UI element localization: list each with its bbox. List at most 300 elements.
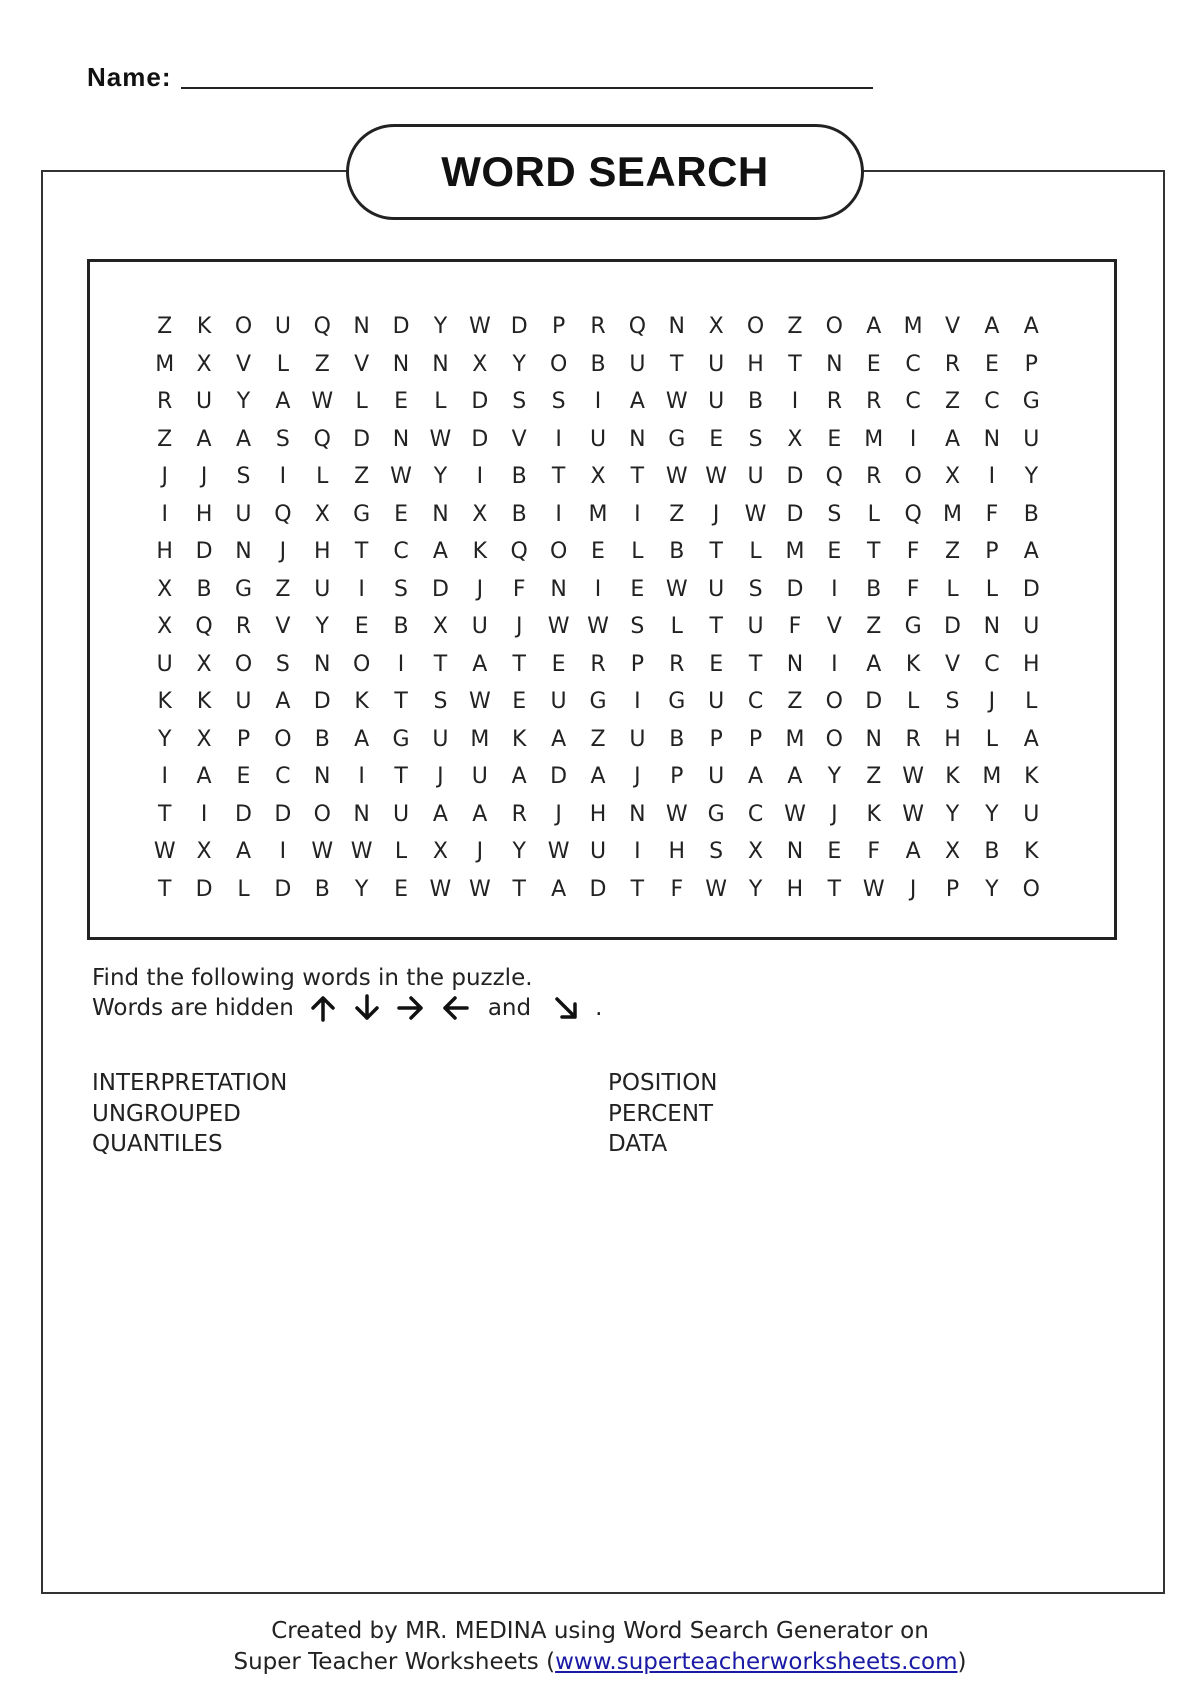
word-list-item: INTERPRETATION [92, 1070, 288, 1096]
grid-letter: A [275, 389, 291, 414]
grid-letter: F [788, 614, 802, 639]
grid-letter: L [434, 389, 447, 414]
grid-letter: U [196, 389, 213, 414]
grid-letter: T [354, 539, 369, 564]
grid-letter: T [512, 651, 526, 677]
grid-letter: E [591, 539, 605, 564]
grid-letter: W [311, 389, 334, 414]
grid-letter: X [748, 839, 764, 864]
grid-letter: Z [157, 314, 173, 339]
grid-letter: E [630, 576, 645, 602]
grid-letter: A [196, 764, 212, 789]
grid-letter: S [630, 614, 645, 639]
grid-letter: O [549, 539, 568, 564]
grid-letter: I [909, 426, 917, 452]
grid-letter: I [594, 576, 602, 602]
grid-letter: D [550, 764, 568, 789]
grid-letter: T [157, 876, 172, 902]
grid-letter: X [708, 314, 724, 339]
footer-line-2-prefix: Super Teacher Worksheets ( [233, 1649, 556, 1675]
grid-letter: N [353, 801, 370, 827]
grid-letter: T [709, 614, 723, 639]
grid-letter: A [551, 876, 567, 902]
grid-letter: R [866, 464, 882, 489]
grid-letter: I [358, 764, 365, 789]
grid-letter: N [353, 314, 370, 339]
grid-letter: A [472, 651, 488, 677]
grid-letter: Z [787, 314, 803, 339]
grid-letter: W [547, 839, 570, 864]
grid-letter: V [511, 426, 527, 452]
grid-letter: U [432, 726, 449, 752]
grid-letter: H [1023, 651, 1040, 677]
grid-letter: B [196, 576, 212, 602]
grid-letter: J [909, 876, 917, 902]
grid-letter: W [390, 464, 412, 489]
grid-letter: K [866, 801, 881, 827]
grid-letter: W [547, 614, 570, 639]
grid-letter: I [161, 501, 168, 527]
grid-letter: X [472, 351, 488, 377]
arrow-down-icon [352, 993, 382, 1023]
grid-letter: U [708, 351, 725, 377]
grid-letter: M [470, 726, 490, 752]
grid-letter: G [234, 576, 252, 602]
grid-letter: N [550, 576, 567, 602]
word-list-item: QUANTILES [92, 1131, 223, 1157]
grid-letter: G [353, 501, 371, 527]
grid-letter: C [984, 651, 1000, 677]
grid-letter: Y [985, 801, 999, 827]
grid-letter: T [748, 651, 763, 677]
grid-letter: U [235, 689, 252, 714]
grid-letter: D [235, 801, 252, 827]
grid-letter: C [747, 689, 764, 714]
grid-letter: H [313, 539, 331, 564]
grid-letter: B [748, 389, 764, 414]
grid-letter: Y [433, 464, 448, 489]
grid-letter: Z [157, 426, 173, 452]
arrow-right-icon [396, 993, 426, 1023]
grid-letter: Y [827, 764, 842, 789]
grid-letter: A [787, 764, 803, 789]
grid-letter: S [512, 389, 527, 414]
grid-letter: I [476, 464, 484, 489]
grid-letter: C [275, 764, 291, 789]
grid-letter: P [670, 764, 684, 789]
grid-letter: U [1023, 614, 1040, 639]
grid-letter: X [196, 839, 212, 864]
grid-letter: J [161, 464, 168, 489]
grid-letter: W [468, 689, 491, 714]
grid-letter: U [314, 576, 331, 602]
grid-letter: W [902, 764, 924, 789]
grid-letter: M [982, 764, 1002, 789]
grid-letter: B [314, 726, 330, 752]
grid-letter: N [826, 351, 843, 377]
grid-letter: L [631, 539, 644, 564]
grid-letter: X [432, 839, 448, 864]
grid-letter: T [827, 876, 842, 902]
grid-letter: I [634, 839, 641, 864]
grid-letter: R [826, 389, 842, 414]
grid-letter: G [707, 801, 725, 827]
grid-letter: Z [669, 501, 685, 527]
grid-letter: O [313, 801, 331, 827]
grid-letter: Z [866, 614, 882, 639]
grid-letter: T [709, 539, 723, 564]
grid-letter: L [867, 501, 880, 527]
grid-letter: J [279, 539, 287, 564]
grid-letter: Z [354, 464, 370, 489]
grid-letter: J [437, 764, 444, 789]
grid-letter: N [786, 651, 804, 677]
grid-letter: U [392, 801, 410, 827]
word-list-item: PERCENT [608, 1100, 714, 1127]
grid-letter: X [196, 726, 212, 752]
grid-letter: I [791, 389, 799, 414]
grid-letter: A [196, 426, 212, 452]
grid-letter: C [393, 539, 409, 564]
grid-letter: W [429, 426, 452, 452]
grid-letter: Z [944, 539, 961, 564]
grid-letter: S [433, 689, 448, 714]
grid-letter: A [866, 651, 882, 677]
grid-letter: J [515, 614, 523, 639]
grid-letter: S [236, 464, 251, 489]
grid-letter: J [476, 839, 484, 864]
grid-letter: U [471, 614, 488, 639]
grid-letter: P [985, 539, 999, 564]
grid-letter: K [196, 314, 212, 339]
arrow-left-icon [440, 993, 470, 1023]
grid-letter: U [589, 839, 607, 864]
grid-letter: O [825, 689, 843, 714]
grid-letter: B [984, 839, 1000, 864]
grid-letter: N [314, 764, 331, 789]
grid-letter: L [237, 876, 250, 902]
grid-letter: I [634, 501, 641, 527]
grid-letter: Z [590, 726, 606, 752]
grid-letter: H [944, 726, 961, 752]
grid-letter: V [944, 651, 961, 677]
grid-letter: J [634, 764, 641, 789]
grid-letter: O [825, 726, 843, 752]
grid-letter: E [827, 426, 842, 452]
grid-letter: N [786, 839, 804, 864]
grid-letter: T [157, 801, 172, 827]
grid-letter: A [511, 764, 527, 789]
grid-letter: E [354, 614, 369, 639]
grid-letter: R [235, 614, 252, 639]
grid-letter: N [629, 426, 646, 452]
grid-letter: E [827, 839, 842, 864]
grid-letter: H [156, 539, 173, 564]
grid-letter: X [472, 501, 488, 527]
grid-letter: Q [313, 314, 331, 339]
grid-letter: K [945, 764, 960, 789]
grid-letter: U [629, 351, 646, 377]
grid-letter: S [709, 839, 724, 864]
grid-letter: E [709, 651, 724, 677]
grid-letter: T [630, 464, 645, 489]
grid-letter: R [669, 651, 685, 677]
grid-letter: U [747, 464, 764, 489]
grid-letter: N [983, 614, 1001, 639]
grid-letter: F [906, 539, 920, 564]
grid-letter: A [354, 726, 370, 752]
grid-letter: W [153, 839, 176, 864]
grid-letter: E [551, 651, 566, 677]
grid-letter: Z [314, 351, 330, 377]
grid-letter: Z [275, 576, 291, 602]
grid-letter: A [275, 689, 291, 714]
grid-letter: Y [512, 351, 526, 377]
grid-letter: I [161, 764, 168, 789]
and-text: and [487, 995, 532, 1021]
footer-line-2-suffix: ) [957, 1649, 967, 1675]
grid-letter: V [354, 351, 370, 377]
grid-letter: Y [512, 839, 526, 864]
grid-letter: W [350, 839, 373, 864]
grid-letter: A [1023, 539, 1039, 564]
grid-letter: Z [866, 764, 882, 789]
grid-letter: E [394, 876, 408, 902]
grid-letter: I [397, 651, 405, 677]
grid-letter: X [196, 651, 212, 677]
grid-letter: L [355, 389, 368, 414]
grid-letter: L [394, 839, 408, 864]
grid-letter: W [665, 576, 688, 602]
grid-letter: Y [433, 314, 448, 339]
grid-letter: P [1024, 351, 1038, 377]
instructions-line-2 [92, 993, 602, 1023]
grid-letter: Q [195, 614, 213, 639]
grid-letter: Z [787, 689, 803, 714]
grid-letter: N [983, 426, 1001, 452]
grid-letter: A [748, 764, 764, 789]
grid-letter: E [866, 351, 881, 377]
grid-letter: G [668, 426, 686, 452]
grid-letter: S [748, 426, 763, 452]
grid-letter: X [157, 614, 173, 639]
grid-letter: C [747, 801, 764, 827]
grid-letter: D [431, 576, 449, 602]
footer-link[interactable]: www.superteacherworksheets.com [555, 1649, 958, 1675]
grid-letter: X [432, 614, 448, 639]
grid-letter: U [1023, 801, 1040, 827]
grid-letter: X [944, 839, 961, 864]
grid-letter: T [433, 651, 448, 677]
grid-letter: K [354, 689, 369, 714]
grid-letter: M [785, 726, 805, 752]
grid-letter: N [392, 426, 410, 452]
word-list-item: POSITION [608, 1070, 718, 1096]
grid-letter: Q [628, 314, 647, 339]
grid-letter: A [235, 839, 251, 864]
grid-letter: W [862, 876, 885, 902]
grid-letter: O [825, 314, 843, 339]
footer-line-2 [0, 1647, 1200, 1678]
grid-letter: L [670, 614, 683, 639]
grid-letter: N [432, 351, 449, 377]
grid-letter: S [394, 576, 409, 602]
grid-letter: M [155, 351, 175, 377]
grid-letter: W [429, 876, 452, 902]
grid-letter: K [196, 689, 212, 714]
grid-letter: D [274, 801, 292, 827]
grid-letter: U [708, 576, 725, 602]
grid-letter: U [708, 389, 725, 414]
grid-letter: O [549, 351, 568, 377]
grid-letter: E [512, 689, 527, 714]
grid-letter: P [551, 314, 566, 339]
grid-letter: R [866, 389, 882, 414]
grid-letter: N [865, 726, 882, 752]
grid-letter: U [235, 501, 252, 527]
grid-letter: Q [904, 501, 922, 527]
grid-letter: I [555, 426, 562, 452]
grid-letter: N [629, 801, 646, 827]
grid-letter: Z [944, 389, 961, 414]
grid-letter: J [712, 501, 720, 527]
grid-letter: I [831, 576, 838, 602]
name-row [87, 62, 873, 93]
grid-letter: Y [985, 876, 999, 902]
grid-letter: W [902, 801, 924, 827]
grid-letter: L [906, 689, 920, 714]
grid-letter: W [665, 464, 688, 489]
grid-letter: Q [313, 426, 331, 452]
grid-letter: U [708, 689, 725, 714]
grid-letter: P [709, 726, 723, 752]
instructions [92, 963, 602, 1023]
grid-letter: G [1022, 389, 1040, 414]
grid-letter: O [746, 314, 765, 339]
grid-letter: V [275, 614, 291, 639]
grid-letter: A [866, 314, 882, 339]
grid-letter: M [864, 426, 884, 452]
grid-letter: D [471, 389, 489, 414]
grid-letter: D [1022, 576, 1040, 602]
grid-letter: A [905, 839, 921, 864]
word-list-right [608, 1068, 718, 1160]
grid-letter: B [669, 539, 685, 564]
grid-letter: A [629, 389, 645, 414]
grid-letter: L [946, 576, 959, 602]
grid-letter: B [1023, 501, 1039, 527]
grid-letter: T [394, 689, 408, 714]
grid-letter: F [867, 839, 881, 864]
word-list-left [92, 1068, 287, 1160]
grid-letter: H [747, 351, 764, 377]
grid-letter: B [669, 726, 685, 752]
grid-letter: J [200, 464, 208, 489]
grid-letter: U [471, 764, 488, 789]
grid-letter: O [904, 464, 922, 489]
grid-letter: D [786, 501, 804, 527]
grid-letter: B [511, 501, 527, 527]
grid-letter: B [314, 876, 330, 902]
instructions-period: . [595, 995, 603, 1021]
grid-letter: E [236, 764, 251, 789]
grid-letter: A [432, 801, 448, 827]
grid-letter: A [1023, 726, 1039, 752]
grid-letter: F [906, 576, 920, 602]
grid-letter: X [157, 576, 173, 602]
grid-letter: K [1024, 764, 1039, 789]
grid-letter: D [589, 876, 607, 902]
grid-letter: J [555, 801, 562, 827]
grid-letter: D [471, 426, 489, 452]
grid-letter: A [551, 726, 567, 752]
grid-letter: Y [157, 726, 172, 752]
grid-letter: I [831, 651, 838, 677]
grid-letter: U [629, 726, 646, 752]
grid-letter: M [588, 501, 608, 527]
grid-letter: W [587, 614, 609, 639]
grid-letter: I [988, 464, 996, 489]
grid-letter: X [590, 464, 606, 489]
grid-letter: V [944, 314, 961, 339]
grid-letter: A [590, 764, 606, 789]
grid-letter: W [784, 801, 806, 827]
grid-letter: A [944, 426, 961, 452]
grid-letter: Q [510, 539, 528, 564]
grid-letter: W [665, 801, 688, 827]
grid-letter: O [234, 314, 253, 339]
grid-letter: N [235, 539, 252, 564]
grid-letter: X [787, 426, 803, 452]
grid-letter: A [235, 426, 251, 452]
grid-letter: R [944, 351, 961, 377]
grid-letter: E [394, 501, 408, 527]
grid-letter: I [279, 839, 287, 864]
name-label: Name: [87, 62, 172, 92]
grid-letter: F [985, 501, 999, 527]
grid-letter: U [1023, 426, 1040, 452]
grid-letter: N [668, 314, 685, 339]
grid-letter: O [274, 726, 292, 752]
grid-letter: C [984, 389, 1000, 414]
grid-letter: W [311, 839, 334, 864]
grid-letter: D [274, 876, 292, 902]
grid-letter: W [705, 876, 728, 902]
grid-letter: K [472, 539, 488, 564]
grid-letter: M [785, 539, 805, 564]
grid-letter: T [394, 764, 408, 789]
grid-letter: J [476, 576, 484, 602]
grid-letter: W [665, 389, 688, 414]
grid-letter: Q [274, 501, 292, 527]
page-title: WORD SEARCH [441, 148, 769, 195]
grid-letter: O [352, 651, 371, 677]
grid-letter: M [943, 501, 962, 527]
grid-letter: A [472, 801, 488, 827]
grid-letter: U [708, 764, 725, 789]
grid-letter: S [827, 501, 842, 527]
grid-letter: D [865, 689, 883, 714]
word-list-item: DATA [608, 1131, 668, 1157]
grid-letter: H [589, 801, 607, 827]
grid-letter: R [157, 389, 173, 414]
grid-letter: W [468, 876, 491, 902]
grid-letter: I [358, 576, 365, 602]
grid-letter: I [555, 501, 562, 527]
grid-letter: T [512, 876, 526, 902]
grid-letter: R [590, 651, 606, 677]
grid-letter: L [276, 351, 289, 377]
